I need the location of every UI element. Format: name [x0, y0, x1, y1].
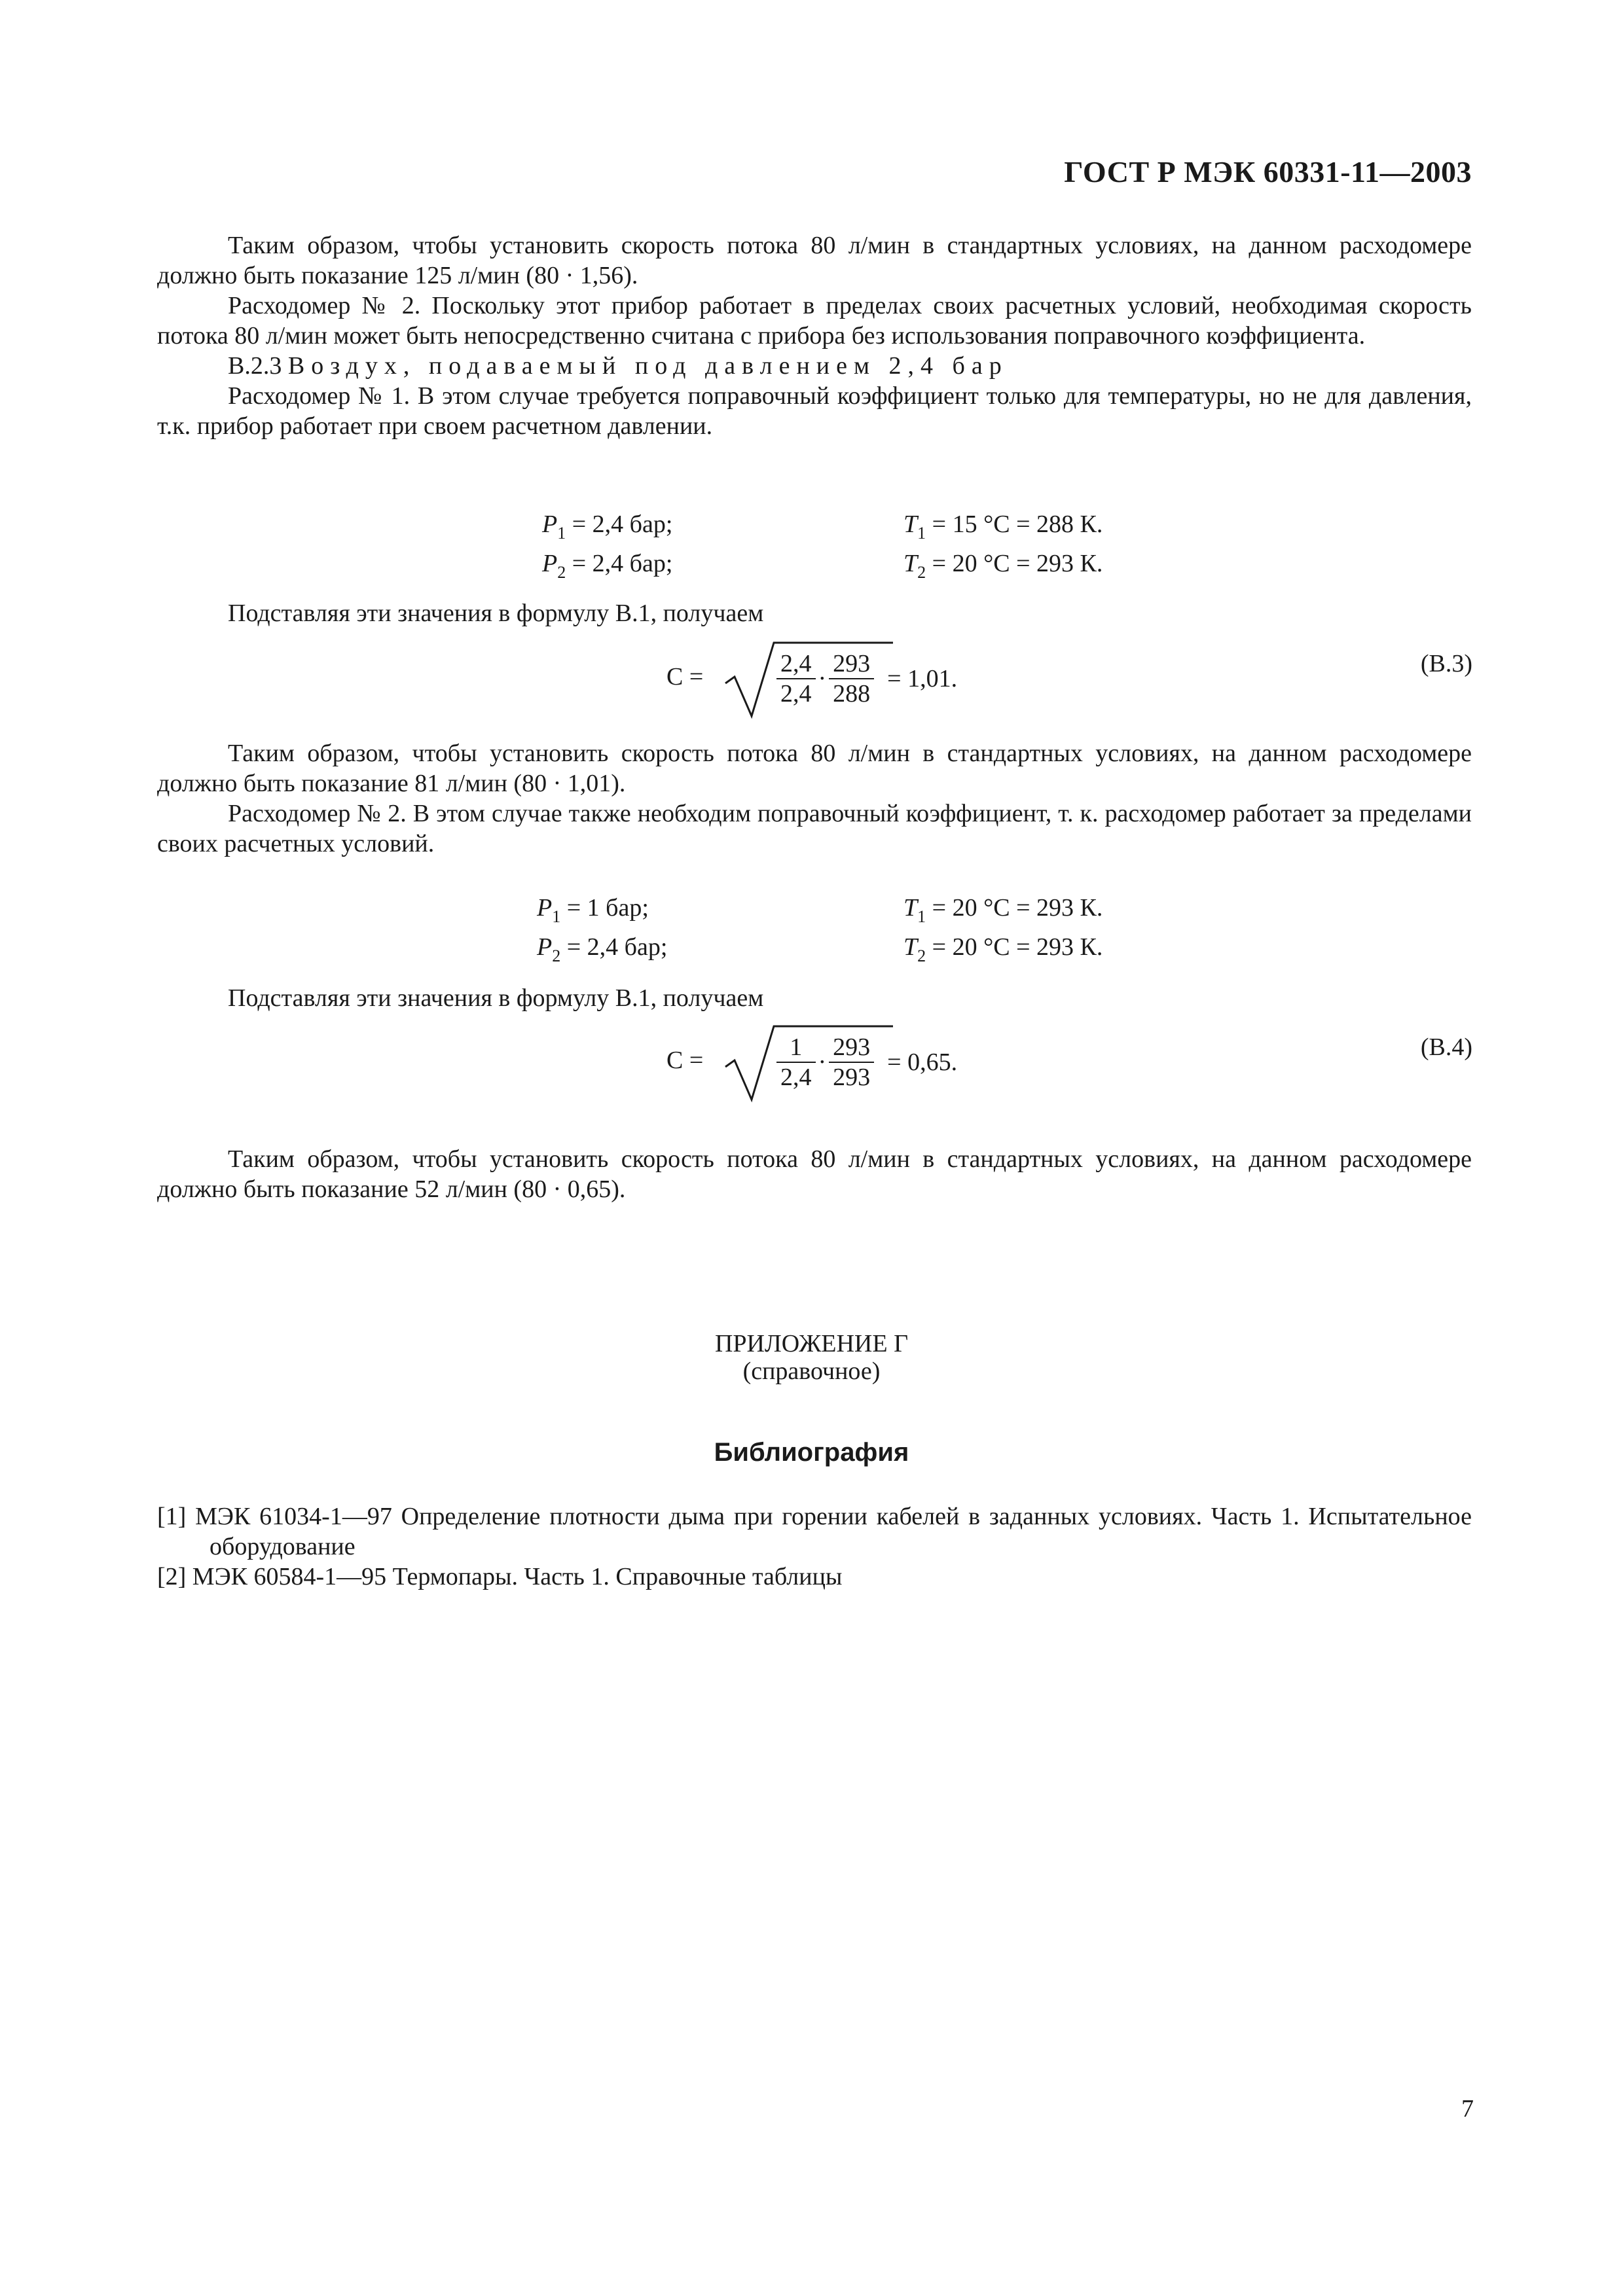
- fraction-b3-a: $\frac{2,4}{2,4}$: [776, 649, 816, 708]
- fraction-b3-b: $\frac{293}{288}$: [829, 649, 874, 708]
- paragraph-4: Таким образом, чтобы установить скорость потока 80 л/мин в стандартных условиях, на данном расходомере должно быть показание 81 л/мин (80 · 1,01).: [157, 740, 1472, 797]
- body-block-1: [157, 230, 1472, 441]
- subst-line-1: Подставляя эти значения в формулу В.1, получаем: [228, 600, 764, 627]
- vars1-p-col: [542, 509, 672, 588]
- paragraph-1: Таким образом, чтобы установить скорость потока 80 л/мин в стандартных условиях, на данном расходомере должно быть показание 125 л/мин (80 · 1,56).: [157, 232, 1472, 289]
- vars2-p-col: [537, 893, 667, 971]
- body-block-3: [157, 1144, 1472, 1204]
- formula-b3-body: $\frac{2,4}{2,4}$ · $\frac{293}{288}$ = 1,01.: [776, 649, 957, 708]
- paragraph-2: Расходомер № 2. Поскольку этот прибор работает в пределах своих расчетных условий, необходимая скорость потока 80 л/мин может быть непосредственно считана с прибора без использования поправочного коэффициента.: [157, 292, 1472, 350]
- vars1-t2: $T_2 = 20$ °С = 293 К.: [903, 550, 1103, 582]
- subst-line-2: Подставляя эти значения в формулу В.1, получаем: [228, 984, 764, 1012]
- vars1-p1: $P_1 = 2,4$ бар;: [542, 511, 673, 543]
- bibliography-heading: Библиография: [714, 1438, 909, 1467]
- section-title: Воздух, подаваемый под давлением 2,4 бар: [287, 352, 1008, 380]
- body-block-2: [157, 738, 1472, 859]
- formula-b3-lhs: C =: [666, 663, 704, 691]
- formula-b4-body: $\frac{1}{2,4}$ · $\frac{293}{293}$ = 0,65.: [776, 1033, 957, 1092]
- formula-b3-rhs: = 1,01.: [887, 665, 958, 692]
- reference-1: [1] МЭК 61034-1—97 Определение плотности дыма при горении кабелей в заданных условиях. Часть 1. Испытательное оборудование: [157, 1503, 1472, 1560]
- bibliography-list: [157, 1501, 1472, 1592]
- appendix-subtitle: (справочное): [742, 1357, 881, 1385]
- section-number: В.2.3: [228, 352, 282, 380]
- vars1-p2: $P_2 = 2,4$ бар;: [542, 550, 673, 582]
- vars2-p2: $P_2 = 2,4$ бар;: [537, 933, 668, 965]
- equation-number-b4: (В.4): [1420, 1033, 1472, 1061]
- paragraph-3: Расходомер № 1. В этом случае требуется поправочный коэффициент только для температуры, но не для давления, т.к. прибор работает при своем расчетном давлении.: [157, 382, 1472, 440]
- fraction-b4-a: $\frac{1}{2,4}$: [776, 1033, 816, 1092]
- vars1-t-col: [903, 509, 1103, 588]
- page-number: 7: [1461, 2095, 1474, 2123]
- appendix-title: ПРИЛОЖЕНИЕ Г: [714, 1330, 909, 1357]
- section-heading: [157, 351, 1472, 381]
- reference-2: [2] МЭК 60584-1—95 Термопары. Часть 1. Справочные таблицы: [157, 1563, 843, 1590]
- formula-b4-rhs: = 0,65.: [887, 1049, 958, 1076]
- vars2-t-col: [903, 893, 1103, 971]
- formula-b4-lhs: C =: [666, 1047, 704, 1074]
- vars2-p1: $P_1 = 1$ бар;: [537, 894, 649, 926]
- vars2-t1: $T_1 = 20$ °С = 293 К.: [903, 894, 1103, 926]
- equation-number-b3: (В.3): [1420, 650, 1472, 677]
- document-header: ГОСТ Р МЭК 60331-11—2003: [1064, 155, 1472, 188]
- paragraph-6: Таким образом, чтобы установить скорость потока 80 л/мин в стандартных условиях, на данном расходомере должно быть показание 52 л/мин (80 · 0,65).: [157, 1145, 1472, 1203]
- vars1-t1: $T_1 = 15$ °С = 288 К.: [903, 511, 1103, 543]
- vars2-t2: $T_2 = 20$ °С = 293 К.: [903, 933, 1103, 965]
- fraction-b4-b: $\frac{293}{293}$: [829, 1033, 874, 1092]
- paragraph-5: Расходомер № 2. В этом случае также необходим поправочный коэффициент, т. к. расходомер работает за пределами своих расчетных условий.: [157, 800, 1472, 857]
